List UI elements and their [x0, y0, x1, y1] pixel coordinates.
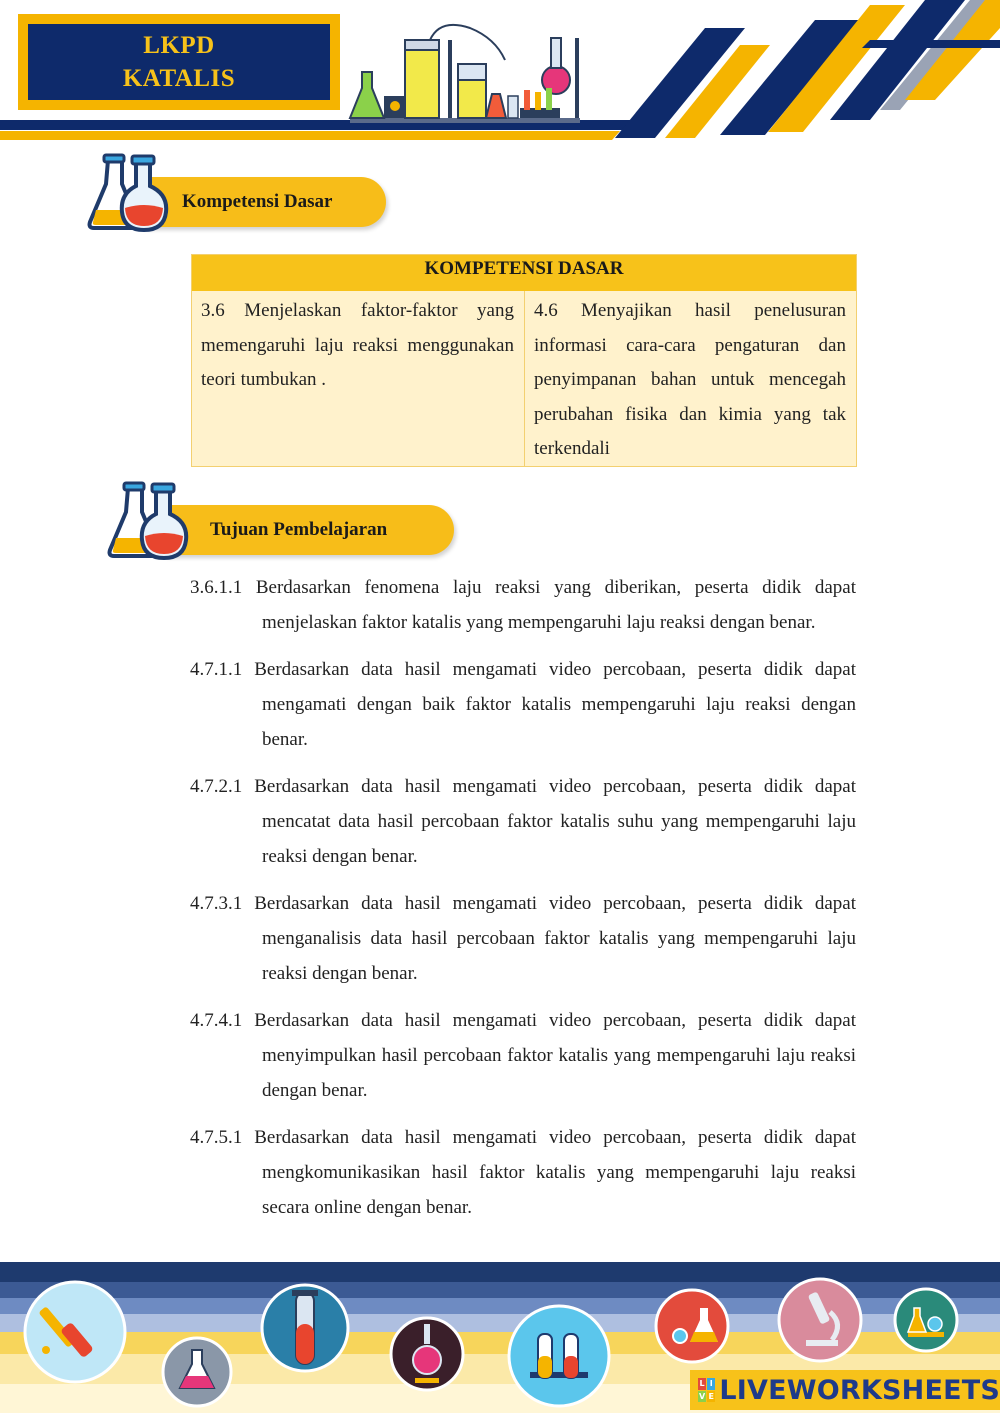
- table-row: [192, 291, 856, 466]
- test-tube-icon: [262, 1285, 348, 1371]
- learning-goals-list: [190, 570, 856, 1237]
- list-item: 4.7.2.1 Berdasarkan data hasil mengamati video percobaan, peserta didik dapat mencatat data hasil percobaan faktor katalis suhu yang mempengaruhi laju reaksi dengan benar.: [190, 776, 856, 867]
- document-title: [28, 24, 330, 100]
- list-item: 3.6.1.1 Berdasarkan fenomena laju reaksi yang diberikan, peserta didik dapat menjelaskan faktor katalis yang mempengaruhi laju reaksi dengan benar.: [190, 577, 856, 633]
- title-line-1: LKPD: [143, 32, 215, 59]
- table-cell-kd-3-6: 3.6 Menjelaskan faktor-faktor yang memengaruhi laju reaksi menggunakan teori tumbukan .: [201, 300, 514, 390]
- liveworksheets-logo: L I V E: [698, 1379, 714, 1401]
- ribbon-tujuan-pembelajaran: [104, 505, 464, 555]
- page-footer: [0, 1262, 1000, 1413]
- distillation-icon: [391, 1318, 463, 1390]
- flask-pair-icon: [84, 152, 174, 234]
- list-item: 4.7.5.1 Berdasarkan data hasil mengamati video percobaan, peserta didik dapat mengkomunikasikan hasil faktor katalis yang mempengaruhi laju reaksi secara online dengan benar.: [190, 1127, 856, 1218]
- ribbon-kompetensi-dasar: [84, 177, 394, 227]
- lab-equipment-icon: [350, 25, 580, 123]
- ribbon-label: Kompetensi Dasar: [182, 191, 333, 212]
- test-tube-rack-icon: [509, 1306, 609, 1406]
- table-header: KOMPETENSI DASAR: [192, 255, 856, 291]
- list-item: 4.7.4.1 Berdasarkan data hasil mengamati video percobaan, peserta didik dapat menyimpulkan hasil percobaan faktor katalis yang mempengaruhi laju reaksi dengan benar.: [190, 1010, 856, 1101]
- kompetensi-dasar-table: [191, 254, 857, 467]
- title-line-2: KATALIS: [122, 65, 236, 92]
- title-box: [18, 14, 340, 110]
- list-item: 4.7.3.1 Berdasarkan data hasil mengamati video percobaan, peserta didik dapat menganalisis data hasil percobaan faktor katalis yang mempengaruhi laju reaksi dengan benar.: [190, 893, 856, 984]
- brand-name: LIVEWORKSHEETS: [719, 1374, 1000, 1406]
- microscope-icon: [779, 1279, 861, 1361]
- list-item: 4.7.1.1 Berdasarkan data hasil mengamati video percobaan, peserta didik dapat mengamati dengan baik faktor katalis mempengaruhi laju reaksi dengan benar.: [190, 659, 856, 750]
- flasks-icon: [656, 1290, 728, 1362]
- liveworksheets-badge[interactable]: [690, 1370, 1000, 1410]
- dropper-icon: [25, 1282, 125, 1382]
- page-header: [0, 0, 1000, 150]
- flask-icon: [163, 1338, 231, 1406]
- flask-pair-icon: [104, 480, 194, 562]
- lab-set-icon: [895, 1289, 957, 1351]
- table-cell-kd-4-6: 4.6 Menyajikan hasil penelusuran informasi cara-cara pengaturan dan penyimpanan bahan untuk mencegah perubahan fisika dan kimia yang tak terkendali: [524, 291, 856, 466]
- ribbon-label: Tujuan Pembelajaran: [210, 519, 388, 540]
